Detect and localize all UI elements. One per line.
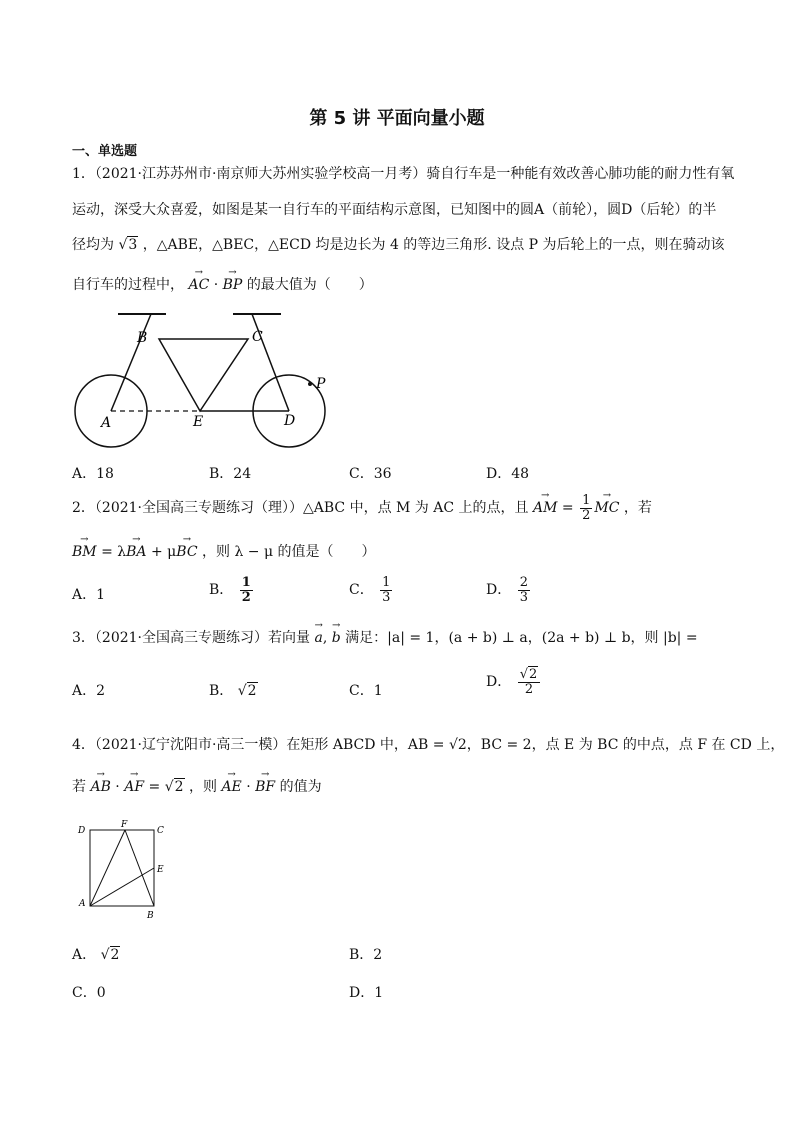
q3-option-c: C．1 [349,683,383,699]
q3-option-d-label: D． [486,674,512,691]
q2-line1 [72,494,652,522]
q1-option-d: D．48 [486,466,530,482]
q4-option-b: B．2 [349,947,383,963]
q3-line1-prefix: 3．（2021·全国高三专题练习）若向量 [72,630,310,646]
label-e: E [193,414,204,430]
q2-option-d-label: D． [486,582,512,599]
label-d: D [284,413,296,429]
q2-line2 [72,541,376,561]
q3-option-b-label: B． [209,683,234,699]
q3-option-d [486,668,542,696]
page-title: 第 5 讲 平面向量小题 [309,108,485,129]
rectangle-figure [74,820,174,922]
q1-option-a: A．18 [72,466,114,482]
sqrt3-expression: √3 [118,237,138,253]
fraction-denominator: 3 [382,589,391,605]
q4-line2 [72,776,322,796]
q4-option-d: D．1 [349,985,384,1001]
label-c: C [157,826,164,836]
q3-option-d-fraction: $\frac{√2}{2}$ [518,668,541,696]
q1-line1: 1．（2021·江苏苏州市·南京师大苏州实验学校高一月考）骑自行车是一种能有效改善心肺功能的耐力性有氧 [72,166,735,182]
q4-ab-af-expression: → AB · → AF = √2 [90,779,184,795]
q1-line3-suffix: ，△ABE，△BEC，△ECD 均是边长为 4 的等边三角形. 设点 P 为后轮上的一点，则在骑动该 [142,237,725,253]
label-p: P [316,376,326,392]
sqrt2-expression: √2 [100,947,120,963]
q2-am-mc-expression: → AM = $\frac{1}{2}$ → MC [533,500,619,516]
fraction-numerator: 1 [382,575,391,590]
label-e: E [157,865,164,875]
q2-option-a: A．1 [72,587,106,603]
q2-option-b [209,576,255,604]
q2-option-c [349,576,394,604]
q4-line1: 4．（2021·辽宁沈阳市·高三一模）在矩形 ABCD 中，AB = √2，BC = 2，点 E 为 BC 的中点，点 F 在 CD 上， [72,737,785,753]
q2-option-c-fraction [380,576,392,604]
label-a: A [101,415,112,431]
q3-line1 [72,627,698,647]
q2-option-b-label: B． [209,582,234,599]
q3-option-b [209,680,258,700]
q3-option-a: A．2 [72,683,106,699]
q1-option-c: C．36 [349,466,392,482]
q2-line1-prefix: 2．（2021·全国高三专题练习（理））△ABC 中，点 M 为 AC 上的点，且 [72,500,529,517]
section-heading: 一、单选题 [72,144,138,159]
q1-line4 [72,274,373,294]
q1-line4-suffix: 的最大值为（ ） [246,277,373,293]
label-b: B [137,330,148,346]
q2-option-d-fraction [518,576,530,604]
q1-line2: 运动，深受大众喜爱，如图是某一自行车的平面结构示意图，已知图中的圆A（前轮），圆D（后轮）的半 [72,202,717,218]
label-c: C [252,329,263,345]
q2-option-d [486,576,532,604]
q3-line1-suffix: 满足：|a| = 1，(a + b) ⊥ a，(2a + b) ⊥ b，则 |b| = [345,630,698,646]
fraction-numerator: 1 [241,575,251,590]
q2-bm-expression: → BM = λ→ BA + μ→ BC [72,544,198,560]
label-b: B [147,911,154,921]
q1-option-b: B．24 [209,466,252,482]
q4-line2-prefix: 若 [72,779,86,795]
q3-vectors-ab: → a, → b [314,630,340,646]
q4-option-c: C．0 [72,985,106,1001]
q1-line4-prefix: 自行车的过程中， [72,277,184,293]
q2-line1-suffix: ，若 [623,500,652,517]
q1-line3 [72,234,725,254]
q4-line2-suffix: 的值为 [279,779,322,795]
label-a: A [79,899,86,909]
label-d: D [78,826,86,836]
q4-line2-mid: ，则 [188,779,217,795]
q1-line3-prefix: 径均为 [72,237,114,253]
q2-option-b-fraction [240,576,253,604]
q4-option-a [72,944,120,964]
q4-option-a-label: A． [72,947,97,963]
q2-option-c-label: C． [349,582,374,599]
fraction-numerator: 2 [519,575,528,590]
q4-ae-bf-expression: → AE · → BF [221,779,275,795]
label-f: F [121,820,128,830]
bicycle-figure [70,308,340,458]
fraction-denominator: 3 [519,589,528,605]
vector-dot-ac-bp: → AC · → BP [188,277,242,293]
fraction-denominator: 2 [241,589,251,605]
q2-line2-suffix: ，则 λ − μ 的值是（ ） [202,544,376,560]
sqrt2-expression: √2 [237,683,257,699]
